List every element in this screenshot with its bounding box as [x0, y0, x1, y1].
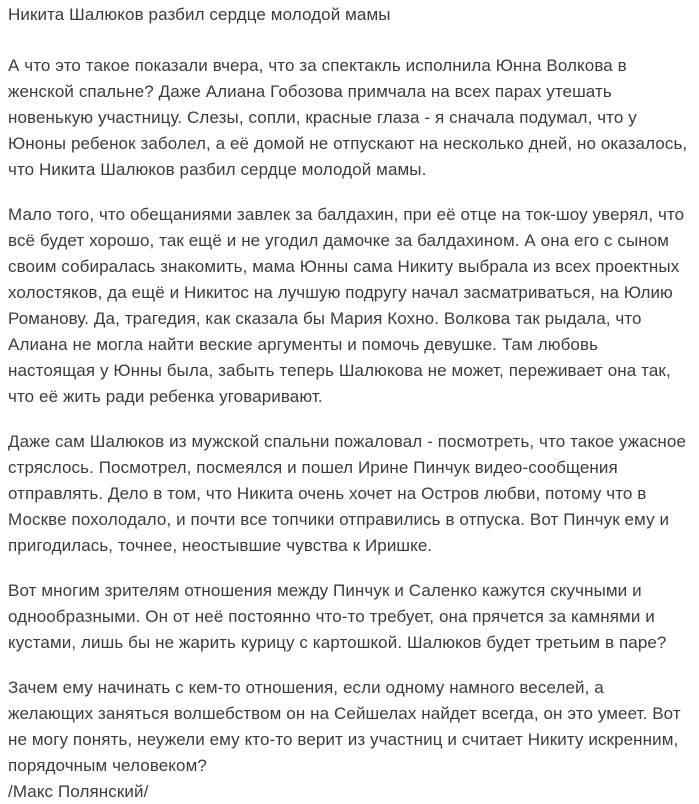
- article-paragraph-2: Мало того, что обещаниями завлек за балдахин, при её отце на ток-шоу уверял, что всё будет хорошо, так ещё и не угодил дамочке за балдахином. А она его с сыном своим собиралась знакомить, мама Юнны сама Никиту выбрала из всех проектных холостяков, да ещё и Никитос на лучшую подругу начал засматриваться, на Юлию Романову. Да, трагедия, как сказала бы Мария Кохно. Волкова так рыдала, что Алиана не могла найти веские аргументы и помочь девушке. Там любовь настоящая у Юнны была, забыть теперь Шалюкова не может, переживает она так, что её жить ради ребенка уговаривают.: [8, 205, 685, 406]
- article-paragraph-1: А что это такое показали вчера, что за спектакль исполнила Юнна Волкова в женской спальне? Даже Алиана Гобозова примчала на всех парах утешать новенькую участницу. Слезы, сопли, красные глаза - я сначала подумал, что у Юноны ребенок заболел, а её домой не отпускают на несколько дней, но оказалось, что Никита Шалюков разбил сердце молодой мамы.: [8, 56, 688, 179]
- article-paragraph-3: Даже сам Шалюков из мужской спальни пожаловал - посмотреть, что такое ужасное стряслось. Посмотрел, посмеялся и пошел Ирине Пинчук видео-сообщения отправлять. Дело в том, что Никита очень хочет на Остров любви, потому что в Москве похолодало, и почти все топчики отправились в отпуска. Вот Пинчук ему и пригодилась, точнее, неостывшие чувства к Иришке.: [8, 432, 687, 555]
- article-author-signature: /Макс Полянский/: [8, 782, 149, 801]
- article-paragraph-4: Вот многим зрителям отношения между Пинчук и Саленко кажутся скучными и однообразными. Он от неё постоянно что-то требует, она прячется за камнями и кустами, лишь бы не жарить курицу с картошкой. Шалюков будет третьим в паре?: [8, 581, 667, 652]
- article-paragraph-5: Зачем ему начинать с кем-то отношения, если одному намного веселей, а желающих заняться волшебством он на Сейшелах найдет всегда, он это умеет. Вот не могу понять, неужели ему кто-то верит из участниц и считает Никиту искренним, порядочным человеком?: [8, 678, 681, 775]
- article-title: Никита Шалюков разбил сердце молодой мамы: [8, 5, 391, 24]
